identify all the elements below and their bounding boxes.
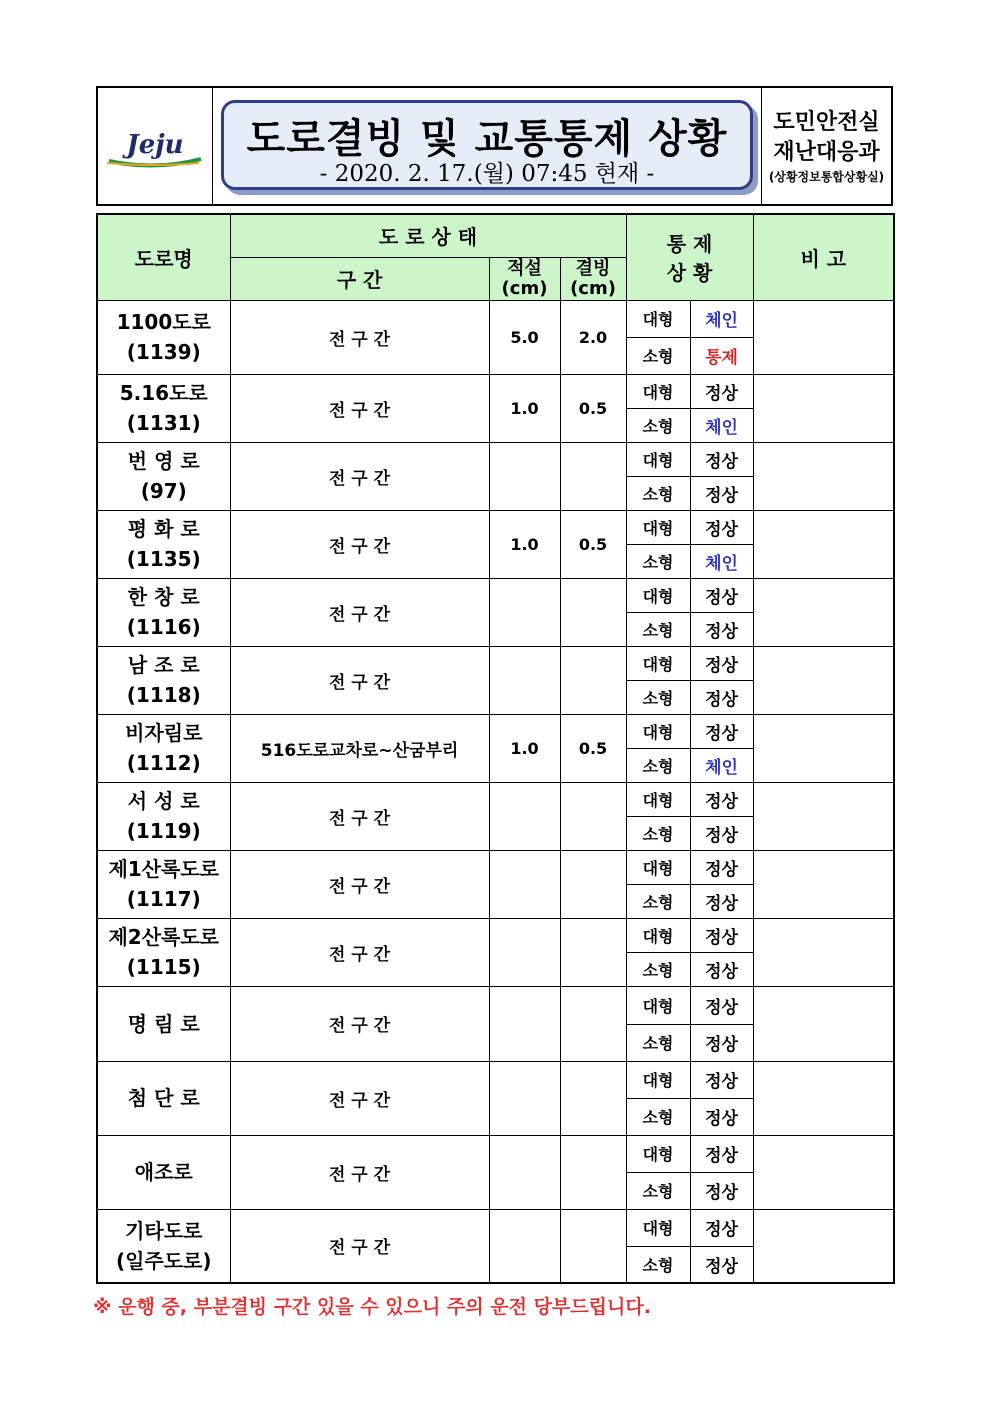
road-code: (1119)	[126, 819, 201, 843]
road-code: (1115)	[126, 955, 201, 979]
ice-depth	[560, 986, 626, 1061]
road-name-cell	[97, 510, 230, 578]
vehicle-small: 소형	[626, 1172, 690, 1209]
vehicle-large: 대형	[626, 578, 690, 612]
vehicle-large: 대형	[626, 374, 690, 408]
status-small: 정상	[690, 952, 753, 986]
vehicle-large: 대형	[626, 918, 690, 952]
vehicle-small: 소형	[626, 408, 690, 442]
snow-depth	[489, 986, 560, 1061]
snow-depth	[489, 646, 560, 714]
status-large: 정상	[690, 986, 753, 1024]
status-small: 정상	[690, 1098, 753, 1135]
road-code: (1118)	[126, 683, 201, 707]
road-name-cell	[97, 918, 230, 986]
status-large: 정상	[690, 1209, 753, 1246]
ice-depth	[560, 578, 626, 646]
document-title: 도로결빙 및 교통통제 상황	[246, 116, 728, 162]
snow-depth: 1.0	[489, 374, 560, 442]
road-name: 제1산록도로	[108, 857, 220, 881]
header-snow-unit: (cm)	[501, 277, 548, 299]
department-line-3: (상황정보통합상황실)	[768, 170, 885, 184]
vehicle-large: 대형	[626, 1061, 690, 1098]
road-name-cell	[97, 646, 230, 714]
status-small: 정상	[690, 816, 753, 850]
status-large: 정상	[690, 442, 753, 476]
table-row	[97, 374, 894, 408]
table-row	[97, 1135, 894, 1172]
road-name: 첨 단 로	[127, 1086, 200, 1110]
road-section: 전 구 간	[230, 578, 489, 646]
footer-warning: ※ 운행 중, 부분결빙 구간 있을 수 있으니 주의 운전 당부드립니다.	[93, 1296, 651, 1318]
status-small: 정상	[690, 1246, 753, 1283]
road-name-cell	[97, 714, 230, 782]
status-small: 체인	[690, 748, 753, 782]
road-name-cell	[97, 782, 230, 850]
header-road-name: 도로명	[97, 214, 230, 300]
ice-depth	[560, 782, 626, 850]
logo-text: Jeju	[126, 130, 184, 160]
road-name-cell	[97, 1209, 230, 1283]
road-name-cell	[97, 1135, 230, 1209]
table-row	[97, 442, 894, 476]
ice-depth	[560, 1061, 626, 1135]
vehicle-small: 소형	[626, 816, 690, 850]
road-name: 서 성 로	[127, 789, 200, 813]
row-note	[753, 918, 894, 986]
road-section: 전 구 간	[230, 986, 489, 1061]
row-note	[753, 374, 894, 442]
status-small: 통제	[690, 337, 753, 374]
ice-depth: 0.5	[560, 510, 626, 578]
ice-depth: 2.0	[560, 300, 626, 374]
snow-depth	[489, 782, 560, 850]
status-small: 정상	[690, 476, 753, 510]
status-large: 정상	[690, 646, 753, 680]
road-name-cell	[97, 850, 230, 918]
vehicle-small: 소형	[626, 544, 690, 578]
vehicle-small: 소형	[626, 884, 690, 918]
road-name: 번 영 로	[127, 449, 200, 473]
vehicle-large: 대형	[626, 646, 690, 680]
vehicle-small: 소형	[626, 1098, 690, 1135]
vehicle-small: 소형	[626, 952, 690, 986]
row-note	[753, 1209, 894, 1283]
road-code: (1117)	[126, 887, 201, 911]
header-ice-label: 결빙	[575, 257, 611, 279]
jeju-logo	[98, 88, 213, 204]
document-header	[96, 86, 893, 206]
road-section: 516도로교차로~산굼부리	[230, 714, 489, 782]
header-ice-unit: (cm)	[570, 277, 616, 299]
road-name: 기타도로	[125, 1218, 203, 1243]
vehicle-large: 대형	[626, 300, 690, 337]
road-name: 제2산록도로	[108, 925, 220, 949]
row-note	[753, 646, 894, 714]
ice-depth: 0.5	[560, 374, 626, 442]
vehicle-large: 대형	[626, 1209, 690, 1246]
road-code: (일주도로)	[115, 1248, 212, 1273]
status-large: 정상	[690, 374, 753, 408]
header-snow	[489, 257, 560, 300]
row-note	[753, 1135, 894, 1209]
vehicle-large: 대형	[626, 442, 690, 476]
road-section: 전 구 간	[230, 850, 489, 918]
department-line-2: 재난대응과	[773, 140, 880, 165]
snow-depth	[489, 578, 560, 646]
header-ice	[560, 257, 626, 300]
status-large: 체인	[690, 300, 753, 337]
status-large: 정상	[690, 578, 753, 612]
vehicle-large: 대형	[626, 850, 690, 884]
table-row	[97, 782, 894, 816]
road-code: (1139)	[126, 340, 201, 364]
table-row	[97, 1209, 894, 1246]
road-section: 전 구 간	[230, 646, 489, 714]
road-name-cell	[97, 442, 230, 510]
snow-depth: 1.0	[489, 714, 560, 782]
road-section: 전 구 간	[230, 1135, 489, 1209]
table-row	[97, 646, 894, 680]
row-note	[753, 1061, 894, 1135]
title-box	[213, 88, 762, 204]
status-small: 체인	[690, 408, 753, 442]
status-small: 정상	[690, 680, 753, 714]
road-code: (1135)	[126, 547, 201, 571]
road-section: 전 구 간	[230, 300, 489, 374]
row-note	[753, 300, 894, 374]
road-name-cell	[97, 1061, 230, 1135]
vehicle-large: 대형	[626, 714, 690, 748]
road-name: 5.16도로	[119, 381, 208, 405]
header-road-status: 도 로 상 태	[230, 214, 626, 257]
row-note	[753, 442, 894, 510]
road-name: 한 창 로	[127, 585, 200, 609]
table-row	[97, 986, 894, 1024]
road-name: 평 화 로	[127, 517, 200, 541]
jeju-logo-icon	[103, 123, 207, 169]
row-note	[753, 850, 894, 918]
road-section: 전 구 간	[230, 442, 489, 510]
road-section: 전 구 간	[230, 782, 489, 850]
vehicle-small: 소형	[626, 476, 690, 510]
snow-depth	[489, 850, 560, 918]
header-section: 구 간	[230, 257, 489, 300]
row-note	[753, 510, 894, 578]
title-banner	[221, 100, 753, 190]
status-small: 체인	[690, 544, 753, 578]
snow-depth: 5.0	[489, 300, 560, 374]
row-note	[753, 986, 894, 1061]
vehicle-small: 소형	[626, 337, 690, 374]
status-small: 정상	[690, 884, 753, 918]
row-note	[753, 578, 894, 646]
department-line-1: 도민안전실	[773, 110, 880, 135]
table-row	[97, 1061, 894, 1098]
road-name-cell	[97, 986, 230, 1061]
header-note: 비 고	[753, 214, 894, 300]
ice-depth	[560, 442, 626, 510]
header-control-status	[626, 214, 753, 300]
snow-depth	[489, 1135, 560, 1209]
vehicle-large: 대형	[626, 782, 690, 816]
ice-depth	[560, 1209, 626, 1283]
table-row	[97, 714, 894, 748]
road-name: 남 조 로	[127, 653, 200, 677]
header-control-line2: 상 황	[666, 261, 713, 286]
ice-depth	[560, 1135, 626, 1209]
status-small: 정상	[690, 612, 753, 646]
ice-depth: 0.5	[560, 714, 626, 782]
table-body	[97, 300, 894, 1283]
road-code: (97)	[140, 479, 187, 503]
table-row	[97, 300, 894, 337]
road-name: 명 림 로	[127, 1011, 200, 1036]
snow-depth	[489, 442, 560, 510]
road-status-table	[96, 213, 895, 1284]
vehicle-small: 소형	[626, 1024, 690, 1061]
road-section: 전 구 간	[230, 1061, 489, 1135]
header-control-line1: 통 제	[666, 232, 713, 257]
road-section: 전 구 간	[230, 374, 489, 442]
ice-depth	[560, 918, 626, 986]
ice-depth	[560, 850, 626, 918]
road-code: (1131)	[126, 411, 201, 435]
status-small: 정상	[690, 1024, 753, 1061]
snow-depth	[489, 1061, 560, 1135]
road-name-cell	[97, 300, 230, 374]
snow-depth: 1.0	[489, 510, 560, 578]
table-row	[97, 510, 894, 544]
header-snow-label: 적설	[507, 257, 542, 279]
ice-depth	[560, 646, 626, 714]
table-row	[97, 918, 894, 952]
row-note	[753, 714, 894, 782]
status-large: 정상	[690, 1135, 753, 1172]
vehicle-small: 소형	[626, 612, 690, 646]
row-note	[753, 782, 894, 850]
vehicle-large: 대형	[626, 510, 690, 544]
table-row	[97, 578, 894, 612]
snow-depth	[489, 918, 560, 986]
document-date: - 2020. 2. 17.(월) 07:45 현재 -	[319, 161, 655, 187]
vehicle-large: 대형	[626, 1135, 690, 1172]
road-name-cell	[97, 374, 230, 442]
road-section: 전 구 간	[230, 1209, 489, 1283]
vehicle-large: 대형	[626, 986, 690, 1024]
road-name: 1100도로	[116, 310, 211, 334]
snow-depth	[489, 1209, 560, 1283]
status-large: 정상	[690, 1061, 753, 1098]
road-section: 전 구 간	[230, 918, 489, 986]
table-row	[97, 850, 894, 884]
status-large: 정상	[690, 782, 753, 816]
road-name: 애조로	[134, 1160, 193, 1184]
vehicle-small: 소형	[626, 1246, 690, 1283]
road-name: 비자림로	[125, 721, 203, 745]
status-large: 정상	[690, 850, 753, 884]
status-large: 정상	[690, 714, 753, 748]
road-code: (1112)	[126, 751, 201, 775]
vehicle-small: 소형	[626, 748, 690, 782]
status-small: 정상	[690, 1172, 753, 1209]
road-section: 전 구 간	[230, 510, 489, 578]
department-block	[762, 88, 891, 204]
status-large: 정상	[690, 510, 753, 544]
road-code: (1116)	[126, 615, 201, 639]
road-name-cell	[97, 578, 230, 646]
status-large: 정상	[690, 918, 753, 952]
vehicle-small: 소형	[626, 680, 690, 714]
